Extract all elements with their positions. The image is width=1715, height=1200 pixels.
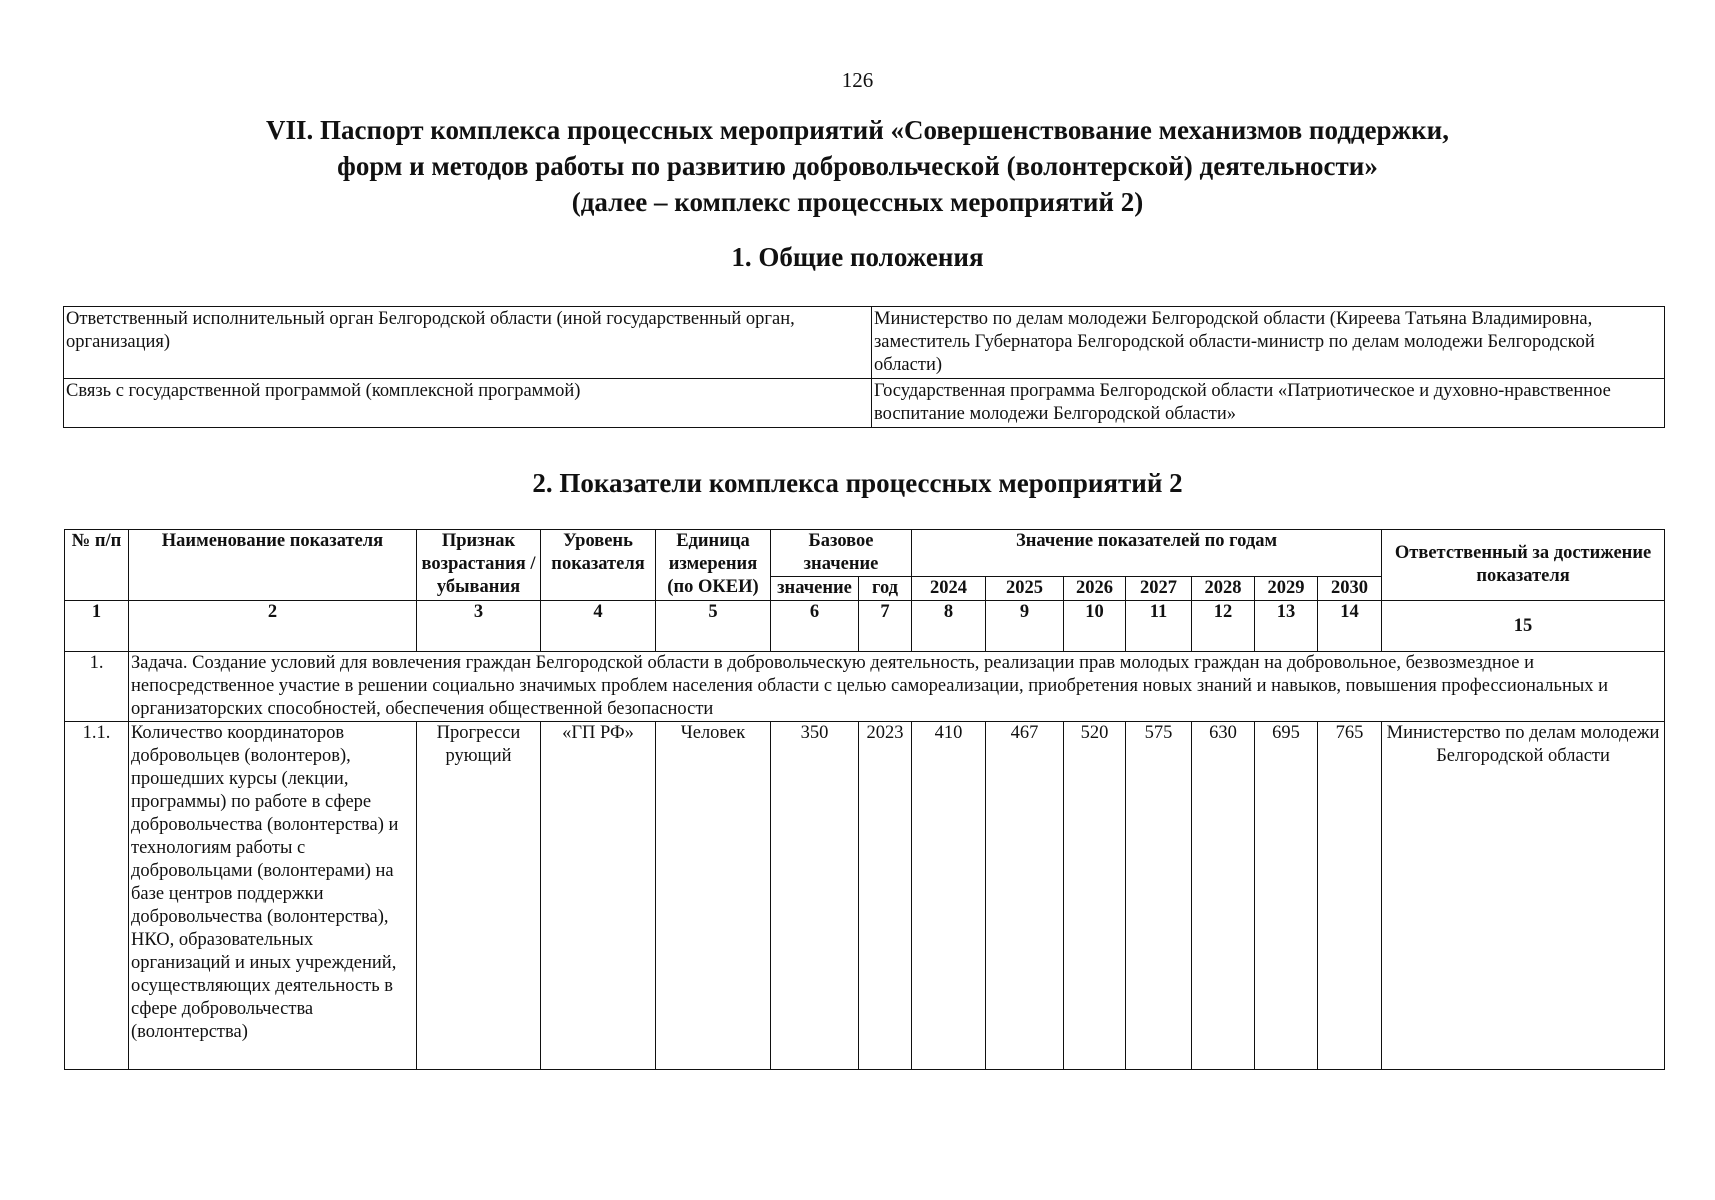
column-number: 12 (1192, 601, 1255, 652)
column-number: 11 (1126, 601, 1192, 652)
header-year: 2025 (986, 577, 1064, 601)
table-row (64, 379, 1665, 428)
year-value: 467 (986, 722, 1064, 1070)
task-num: 1. (65, 652, 129, 722)
title-line: форм и методов работы по развитию добровольческой (волонтерской) деятельности» (337, 151, 1378, 181)
header-year: 2030 (1318, 577, 1382, 601)
header-year: 2026 (1064, 577, 1126, 601)
header-responsible: Ответственный за достижение показателя (1382, 530, 1665, 601)
column-number: 15 (1382, 601, 1665, 652)
year-value: 410 (912, 722, 986, 1070)
header-year: 2028 (1192, 577, 1255, 601)
header-row (65, 530, 1665, 577)
column-number: 9 (986, 601, 1064, 652)
indicator-sign: Прогресси рующий (417, 722, 541, 1070)
table-row (65, 722, 1665, 1070)
column-number: 2 (129, 601, 417, 652)
header-sign: Признак возрастания / убывания (417, 530, 541, 601)
indicator-name: Количество координаторов добровольцев (волонтеров), прошедших курсы (лекции, программы) по работе в сфере добровольчества (волонтерства) и технологиям работы с добровольцами (волонтерами) на базе центров поддержки добровольчества (волонтерства), НКО, образовательных организаций и иных учреждений, осуществляющих деятельность в сфере добровольчества (волонтерства) (129, 722, 417, 1070)
column-number: 10 (1064, 601, 1126, 652)
header-base: Базовое значение (771, 530, 912, 577)
column-number: 5 (656, 601, 771, 652)
document-title (0, 112, 1715, 220)
header-num: № п/п (65, 530, 129, 601)
header-unit: Единица измерения (по ОКЕИ) (656, 530, 771, 601)
header-year: 2024 (912, 577, 986, 601)
header-base-year: год (859, 577, 912, 601)
column-number: 14 (1318, 601, 1382, 652)
column-number: 1 (65, 601, 129, 652)
column-number: 4 (541, 601, 656, 652)
column-number: 8 (912, 601, 986, 652)
year-value: 520 (1064, 722, 1126, 1070)
column-number: 3 (417, 601, 541, 652)
table-row (64, 307, 1665, 379)
column-number: 6 (771, 601, 859, 652)
row-label: Ответственный исполнительный орган Белгородской области (иной государственный орган, организация) (64, 307, 872, 379)
header-year: 2029 (1255, 577, 1318, 601)
page-number: 126 (841, 68, 874, 92)
year-value: 765 (1318, 722, 1382, 1070)
task-text: Задача. Создание условий для вовлечения граждан Белгородской области в добровольческую деятельность, реализации прав молодых граждан на добровольное, безвозмездное и непосредственное участие в решении социально значимых проблем населения области с целью самореализации, приобретения новых знаний и навыков, повышения профессиональных и организаторских способностей, обеспечения общественной безопасности (129, 652, 1665, 722)
year-value: 575 (1126, 722, 1192, 1070)
column-number: 13 (1255, 601, 1318, 652)
header-year: 2027 (1126, 577, 1192, 601)
responsible: Министерство по делам молодежи Белгородской области (1382, 722, 1665, 1070)
column-number: 7 (859, 601, 912, 652)
section-heading-indicators: 2. Показатели комплекса процессных мероприятий 2 (532, 468, 1183, 498)
title-line: VII. Паспорт комплекса процессных мероприятий «Совершенствование механизмов поддержки, (266, 115, 1449, 145)
section-heading-general: 1. Общие положения (731, 242, 984, 272)
year-value: 630 (1192, 722, 1255, 1070)
header-years-group: Значение показателей по годам (912, 530, 1382, 577)
row-value: Государственная программа Белгородской области «Патриотическое и духовно-нравственное воспитание молодежи Белгородской области» (872, 379, 1665, 428)
general-provisions-table (63, 306, 1665, 428)
row-value: Министерство по делам молодежи Белгородской области (Киреева Татьяна Владимировна, заместитель Губернатора Белгородской области-министр по делам молодежи Белгородской области) (872, 307, 1665, 379)
indicator-level: «ГП РФ» (541, 722, 656, 1070)
indicator-unit: Человек (656, 722, 771, 1070)
header-level: Уровень показателя (541, 530, 656, 601)
year-value: 695 (1255, 722, 1318, 1070)
column-numbers-row (65, 601, 1665, 652)
base-year: 2023 (859, 722, 912, 1070)
indicators-table (64, 529, 1665, 1070)
header-name: Наименование показателя (129, 530, 417, 601)
base-value: 350 (771, 722, 859, 1070)
task-row (65, 652, 1665, 722)
title-line: (далее – комплекс процессных мероприятий 2) (571, 187, 1144, 217)
row-label: Связь с государственной программой (комплексной программой) (64, 379, 872, 428)
row-num: 1.1. (65, 722, 129, 1070)
header-base-value: значение (771, 577, 859, 601)
